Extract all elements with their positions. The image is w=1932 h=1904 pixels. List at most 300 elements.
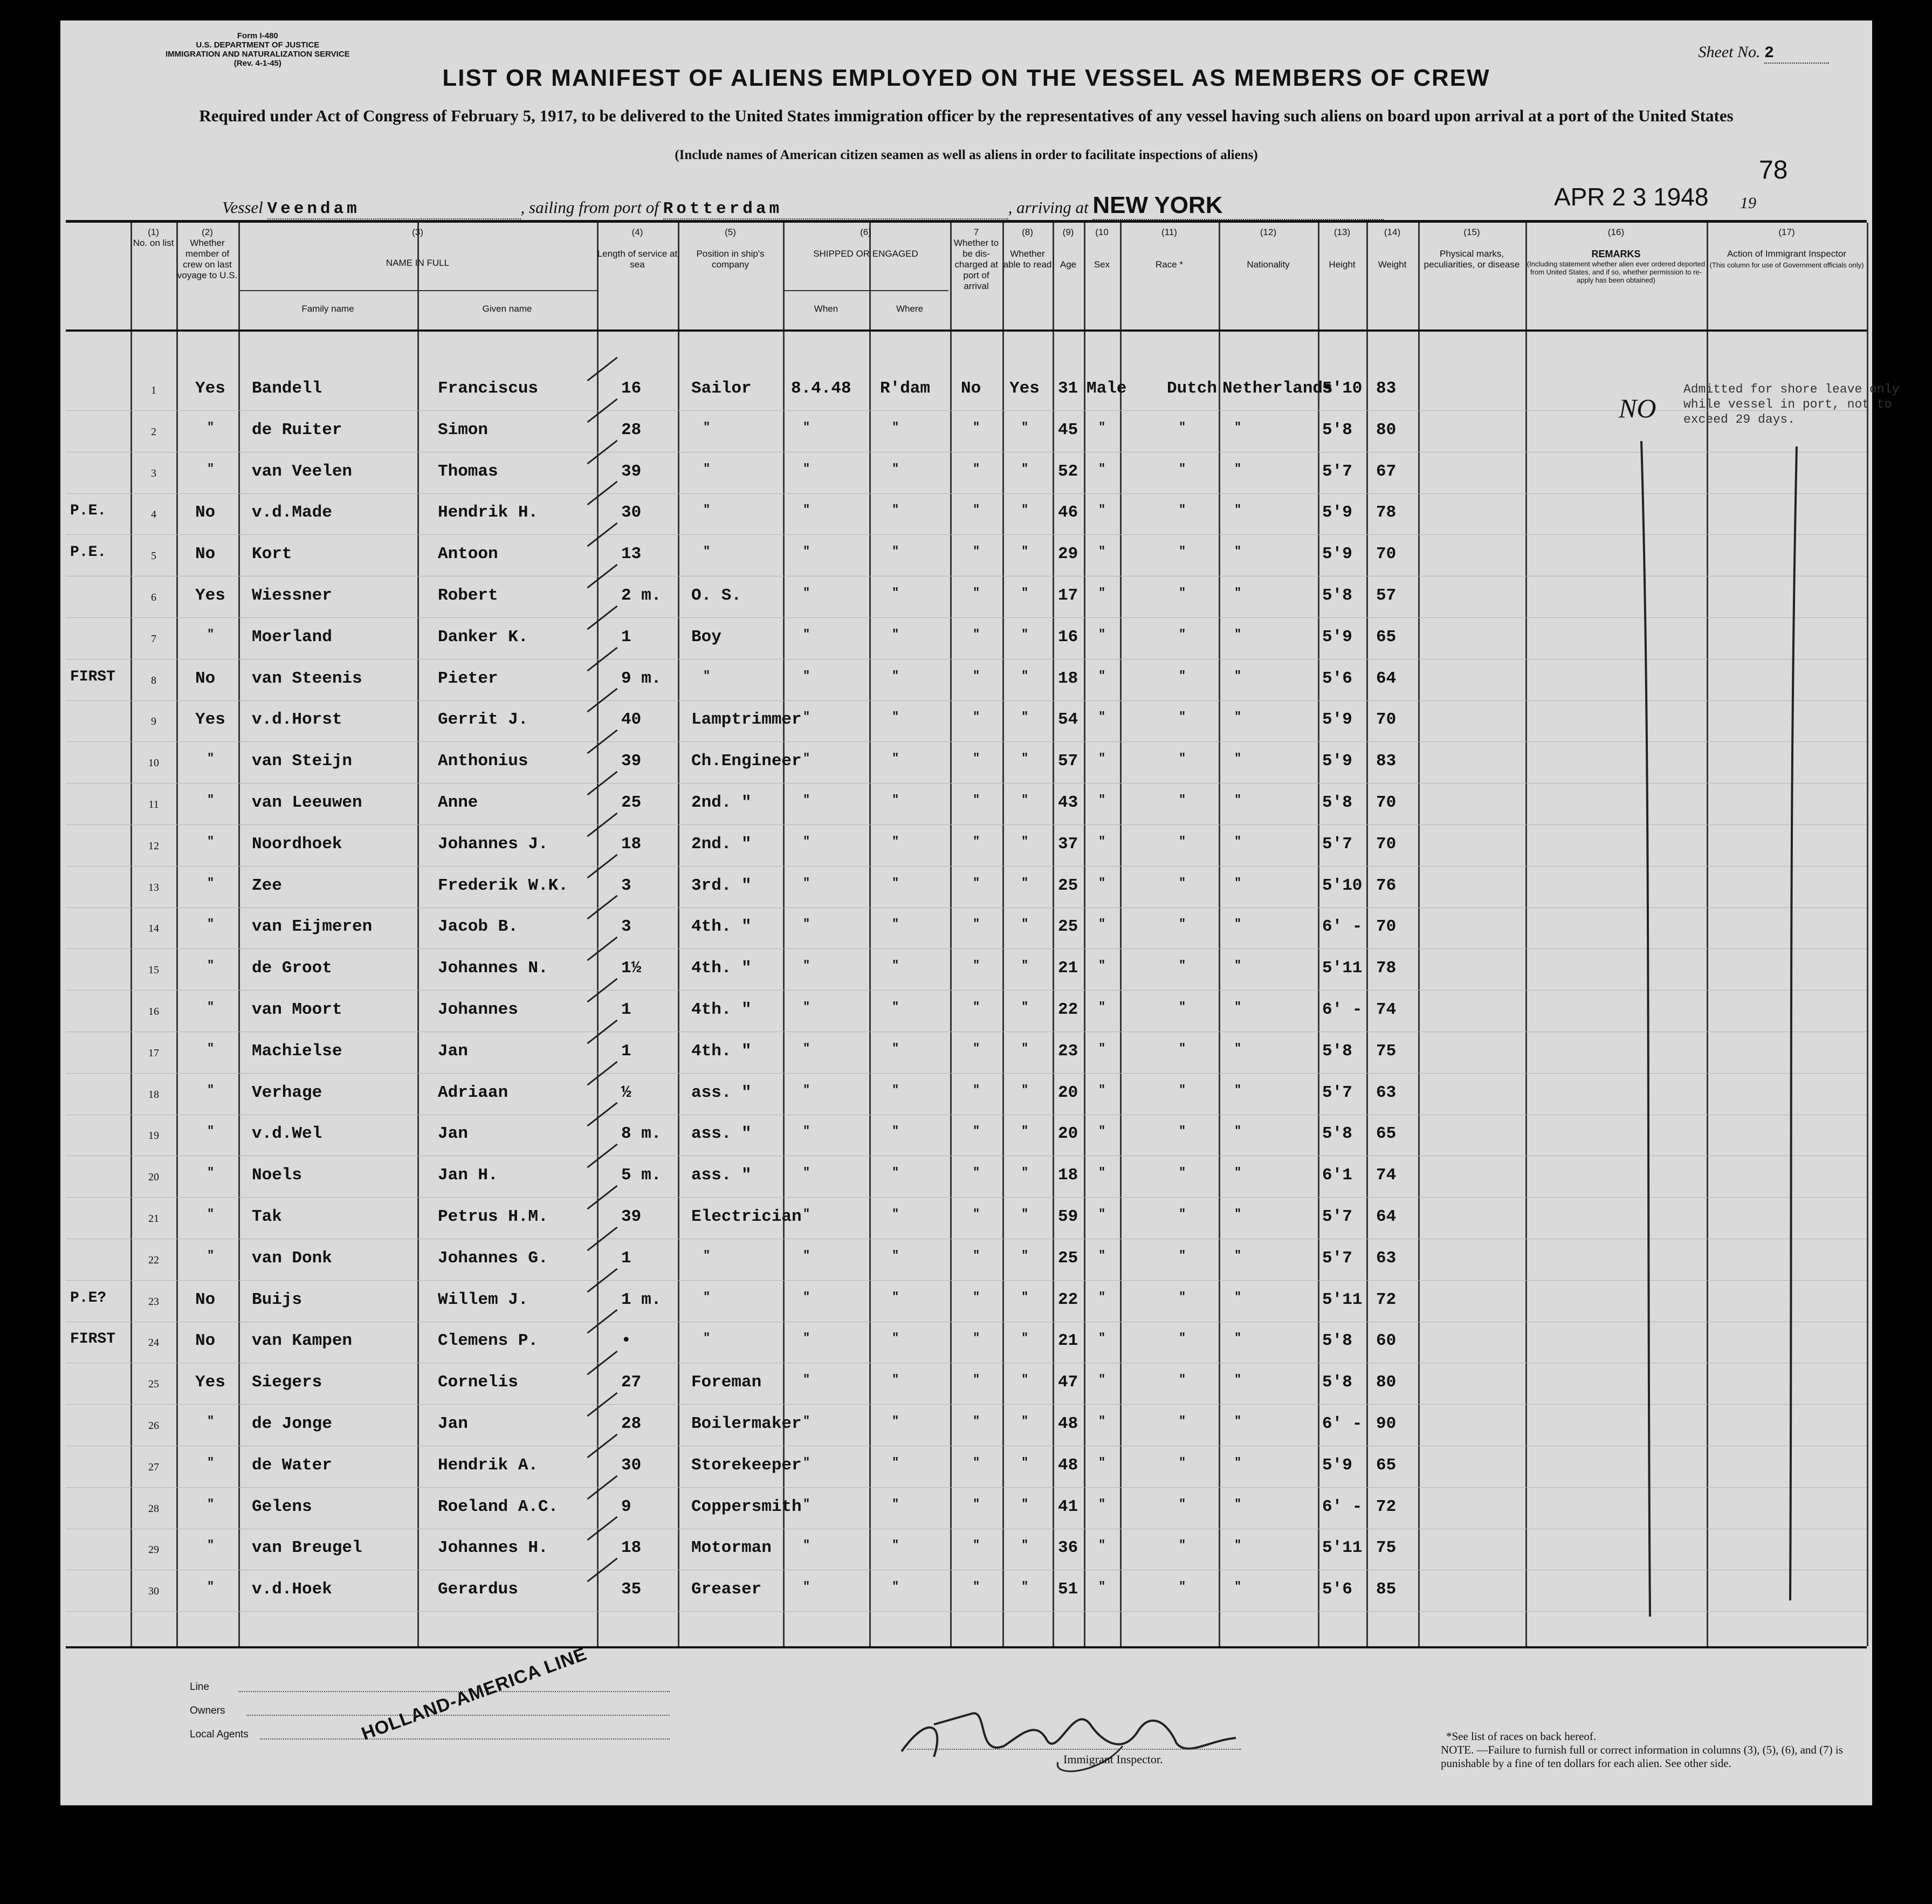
col-height-num: (13) bbox=[1333, 227, 1351, 237]
prev-voyage: " bbox=[207, 959, 215, 973]
service-length: 13 bbox=[621, 545, 642, 564]
prev-voyage: " bbox=[207, 876, 215, 890]
age: 21 bbox=[1058, 1331, 1078, 1351]
service-length: 30 bbox=[621, 1455, 642, 1475]
given-name: Johannes G. bbox=[438, 1248, 548, 1268]
discharge: " bbox=[973, 1000, 980, 1014]
position: 4th. " bbox=[691, 959, 752, 978]
shipped-when: " bbox=[803, 503, 810, 517]
able-to-read: " bbox=[1021, 627, 1029, 641]
shipped-where: " bbox=[892, 420, 899, 434]
family-name: van Veelen bbox=[252, 462, 353, 481]
arriving-label: , arriving at bbox=[1008, 198, 1089, 217]
sex: " bbox=[1098, 1041, 1106, 1055]
weight: 78 bbox=[1376, 503, 1397, 523]
col-given-label: Given name bbox=[482, 304, 532, 314]
age: 18 bbox=[1058, 669, 1078, 688]
given-name: Roeland A.C. bbox=[438, 1497, 559, 1516]
row-number: 4 bbox=[151, 508, 156, 521]
race: " bbox=[1179, 1083, 1186, 1097]
height: 5'7 bbox=[1322, 1083, 1352, 1102]
able-to-read: " bbox=[1021, 876, 1029, 890]
sex: " bbox=[1098, 793, 1106, 807]
position: Motorman bbox=[691, 1538, 772, 1558]
age: 51 bbox=[1058, 1580, 1078, 1599]
col-shipped-num: (6) bbox=[860, 227, 871, 237]
margin-note: P.E? bbox=[70, 1289, 107, 1307]
family-name: v.d.Made bbox=[252, 503, 332, 523]
discharge: " bbox=[973, 669, 980, 683]
row-number: 2 bbox=[151, 425, 156, 438]
prev-voyage: Yes bbox=[195, 1373, 225, 1392]
age: 18 bbox=[1058, 1166, 1078, 1185]
age: 22 bbox=[1058, 1000, 1078, 1019]
sex: " bbox=[1098, 1414, 1106, 1428]
discharge: " bbox=[973, 710, 980, 724]
nationality: " bbox=[1234, 1000, 1242, 1014]
weight: 83 bbox=[1376, 379, 1397, 398]
given-name: Johannes bbox=[438, 1000, 518, 1019]
shipped-when: " bbox=[803, 462, 810, 476]
race: " bbox=[1179, 834, 1186, 848]
age: 25 bbox=[1058, 876, 1078, 895]
family-name: de Jonge bbox=[252, 1414, 332, 1433]
sex: " bbox=[1098, 752, 1106, 766]
service-length: 40 bbox=[621, 710, 642, 730]
given-name: Jan bbox=[438, 1124, 468, 1144]
shipped-when: " bbox=[803, 1000, 810, 1014]
shipped-where: " bbox=[892, 1455, 899, 1469]
family-name: van Eijmeren bbox=[252, 917, 373, 937]
able-to-read: " bbox=[1021, 917, 1029, 931]
family-name: Moerland bbox=[252, 627, 332, 647]
height: 5'9 bbox=[1322, 752, 1352, 771]
family-name: Gelens bbox=[252, 1497, 312, 1516]
weight: 64 bbox=[1376, 1207, 1397, 1226]
race: " bbox=[1179, 1041, 1186, 1055]
col-action-sub: (This column for use of Government officials only) bbox=[1709, 261, 1864, 269]
nationality: " bbox=[1234, 1373, 1242, 1387]
prev-voyage: No bbox=[195, 1290, 216, 1309]
service-length: 16 bbox=[621, 379, 642, 398]
remarks-typed: Admitted for shore leave only while vessel in port, not to exceed 29 days. bbox=[1683, 382, 1900, 427]
prev-voyage: " bbox=[207, 627, 215, 641]
weight: 72 bbox=[1376, 1497, 1397, 1516]
prev-voyage: " bbox=[207, 462, 215, 476]
able-to-read: " bbox=[1021, 834, 1029, 848]
sex: " bbox=[1098, 1207, 1106, 1221]
family-name: Wiessner bbox=[252, 586, 332, 605]
service-length: 39 bbox=[621, 752, 642, 771]
sex: " bbox=[1098, 1166, 1106, 1180]
family-name: Machielse bbox=[252, 1041, 342, 1061]
discharge: " bbox=[973, 1414, 980, 1428]
nationality: " bbox=[1234, 1166, 1242, 1180]
age: 54 bbox=[1058, 710, 1078, 730]
col-sex-label: Sex bbox=[1094, 259, 1110, 270]
given-name: Jacob B. bbox=[438, 917, 518, 937]
shipped-when: " bbox=[803, 1455, 810, 1469]
height: 5'9 bbox=[1322, 627, 1352, 647]
weight: 67 bbox=[1376, 462, 1397, 481]
race: " bbox=[1179, 1580, 1186, 1594]
shipped-when: " bbox=[803, 420, 810, 434]
sex: " bbox=[1098, 710, 1106, 724]
shipped-where: " bbox=[892, 627, 899, 641]
form-number: Form I-480 bbox=[237, 31, 278, 40]
shipped-where: " bbox=[892, 1083, 899, 1097]
discharge: " bbox=[973, 1083, 980, 1097]
prev-voyage: Yes bbox=[195, 710, 225, 730]
nationality: " bbox=[1234, 834, 1242, 848]
given-name: Clemens P. bbox=[438, 1331, 539, 1351]
weight: 64 bbox=[1376, 669, 1397, 688]
prev-voyage: No bbox=[195, 1331, 216, 1351]
department-name: U.S. DEPARTMENT OF JUSTICE bbox=[196, 40, 320, 50]
race: " bbox=[1179, 1373, 1186, 1387]
nationality: " bbox=[1234, 793, 1242, 807]
footer-note bbox=[1441, 1730, 1851, 1770]
height: 5'11 bbox=[1322, 1290, 1363, 1309]
age: 46 bbox=[1058, 503, 1078, 523]
sex: " bbox=[1098, 1124, 1106, 1138]
row-number: 24 bbox=[148, 1337, 159, 1349]
able-to-read: " bbox=[1021, 1041, 1029, 1055]
service-length: 1½ bbox=[621, 959, 642, 978]
weight: 72 bbox=[1376, 1290, 1397, 1309]
nationality: " bbox=[1234, 1083, 1242, 1097]
race: " bbox=[1179, 1538, 1186, 1552]
race: " bbox=[1179, 1207, 1186, 1221]
race: " bbox=[1179, 1414, 1186, 1428]
family-name: van Steenis bbox=[252, 669, 362, 688]
position: ass. " bbox=[691, 1166, 752, 1185]
prev-voyage: " bbox=[207, 1124, 215, 1138]
col-read-num: (8) bbox=[1022, 227, 1033, 237]
race: " bbox=[1179, 586, 1186, 600]
age: 36 bbox=[1058, 1538, 1078, 1558]
shipped-where: " bbox=[892, 1373, 899, 1387]
weight: 75 bbox=[1376, 1538, 1397, 1558]
shipped-where: " bbox=[892, 1166, 899, 1180]
shipped-where: R'dam bbox=[880, 379, 931, 398]
height: 5'7 bbox=[1322, 1248, 1352, 1268]
col-age-label: Age bbox=[1060, 259, 1077, 270]
shipped-where: " bbox=[892, 710, 899, 724]
shipped-where: " bbox=[892, 793, 899, 807]
shipped-when: " bbox=[803, 959, 810, 973]
service-length: • bbox=[621, 1331, 631, 1351]
prev-voyage: " bbox=[207, 752, 215, 766]
age: 17 bbox=[1058, 586, 1078, 605]
weight: 80 bbox=[1376, 420, 1397, 439]
able-to-read: " bbox=[1021, 545, 1029, 559]
prev-voyage: " bbox=[207, 1000, 215, 1014]
family-name: Buijs bbox=[252, 1290, 302, 1309]
row-number: 25 bbox=[148, 1378, 159, 1391]
height: 5'8 bbox=[1322, 1041, 1352, 1061]
arrival-date: APR 2 3 1948 bbox=[1554, 183, 1709, 211]
service-length: 30 bbox=[621, 503, 642, 523]
race: " bbox=[1179, 1497, 1186, 1511]
discharge: " bbox=[973, 545, 980, 559]
row-number: 19 bbox=[148, 1130, 159, 1142]
shipped-when: " bbox=[803, 1248, 810, 1262]
position: " bbox=[703, 462, 711, 476]
age: 20 bbox=[1058, 1083, 1078, 1102]
given-name: Anne bbox=[438, 793, 478, 812]
height: 5'7 bbox=[1322, 834, 1352, 854]
shipped-when: " bbox=[803, 1290, 810, 1304]
height: 6'1 bbox=[1322, 1166, 1352, 1185]
weight: 63 bbox=[1376, 1083, 1397, 1102]
service-length: 2 m. bbox=[621, 586, 662, 605]
service-length: 1 bbox=[621, 627, 631, 647]
prev-voyage: " bbox=[207, 1497, 215, 1511]
prev-voyage: No bbox=[195, 669, 216, 688]
service-length: 39 bbox=[621, 1207, 642, 1226]
sex: " bbox=[1098, 462, 1106, 476]
nationality: " bbox=[1234, 462, 1242, 476]
prev-voyage: Yes bbox=[195, 586, 225, 605]
weight: 70 bbox=[1376, 793, 1397, 812]
family-name: Noels bbox=[252, 1166, 302, 1185]
col-shipped-label: SHIPPED OR ENGAGED bbox=[813, 249, 918, 259]
discharge: " bbox=[973, 1041, 980, 1055]
weight: 70 bbox=[1376, 545, 1397, 564]
prev-voyage: " bbox=[207, 1166, 215, 1180]
position: Sailor bbox=[691, 379, 752, 398]
row-number: 9 bbox=[151, 716, 156, 728]
col-remarks-sub: (Including statement whether alien ever ordered deported from United States, and if so, whether permission to re-apply has been obtained) bbox=[1527, 260, 1706, 284]
race: " bbox=[1179, 710, 1186, 724]
weight: 75 bbox=[1376, 1041, 1397, 1061]
discharge: " bbox=[973, 1331, 980, 1345]
race: " bbox=[1179, 752, 1186, 766]
races-note: *See list of races on back hereof. bbox=[1446, 1730, 1597, 1743]
weight: 83 bbox=[1376, 752, 1397, 771]
service-length: 27 bbox=[621, 1373, 642, 1392]
sex: " bbox=[1098, 669, 1106, 683]
given-name: Cornelis bbox=[438, 1373, 518, 1392]
shipped-where: " bbox=[892, 1248, 899, 1262]
sex: " bbox=[1098, 1000, 1106, 1014]
col-discharge-label: Whether to be dis-charged at port of arrival bbox=[953, 238, 999, 291]
nationality: " bbox=[1234, 1538, 1242, 1552]
race: " bbox=[1179, 503, 1186, 517]
shipped-when: 8.4.48 bbox=[791, 379, 851, 398]
shipped-where: " bbox=[892, 545, 899, 559]
given-name: Johannes H. bbox=[438, 1538, 548, 1558]
race: Dutch bbox=[1167, 379, 1218, 398]
shipped-when: " bbox=[803, 710, 810, 724]
sex: " bbox=[1098, 1580, 1106, 1594]
position: Foreman bbox=[691, 1373, 762, 1392]
shipped-when: " bbox=[803, 1083, 810, 1097]
able-to-read: " bbox=[1021, 1331, 1029, 1345]
discharge: " bbox=[973, 1166, 980, 1180]
given-name: Pieter bbox=[438, 669, 498, 688]
age: 25 bbox=[1058, 1248, 1078, 1268]
race: " bbox=[1179, 1166, 1186, 1180]
age: 22 bbox=[1058, 1290, 1078, 1309]
family-name: van Donk bbox=[252, 1248, 332, 1268]
service-name: IMMIGRATION AND NATURALIZATION SERVICE bbox=[166, 50, 350, 59]
able-to-read: " bbox=[1021, 586, 1029, 600]
col-where-label: Where bbox=[896, 304, 924, 314]
col-discharge-num: 7 bbox=[973, 227, 979, 237]
year-label: 19 bbox=[1740, 194, 1756, 212]
shipped-where: " bbox=[892, 1538, 899, 1552]
vessel-line bbox=[222, 192, 1384, 220]
col-position-num: (5) bbox=[725, 227, 736, 237]
able-to-read: " bbox=[1021, 1414, 1029, 1428]
family-name: van Breugel bbox=[252, 1538, 362, 1558]
nationality: " bbox=[1234, 1248, 1242, 1262]
family-name: Verhage bbox=[252, 1083, 322, 1102]
discharge: " bbox=[973, 420, 980, 434]
position: Storekeeper bbox=[691, 1455, 802, 1475]
position: Lamptrimmer bbox=[691, 710, 802, 730]
able-to-read: " bbox=[1021, 710, 1029, 724]
family-name: Kort bbox=[252, 545, 292, 564]
sheet-number-label: Sheet No. bbox=[1698, 43, 1761, 61]
race: " bbox=[1179, 959, 1186, 973]
col-when-label: When bbox=[814, 304, 838, 314]
race: " bbox=[1179, 876, 1186, 890]
able-to-read: " bbox=[1021, 503, 1029, 517]
prev-voyage: No bbox=[195, 545, 216, 564]
form-identifier bbox=[166, 31, 350, 68]
discharge: " bbox=[973, 462, 980, 476]
height: 5'7 bbox=[1322, 462, 1352, 481]
position: " bbox=[703, 1290, 711, 1304]
shipped-where: " bbox=[892, 1290, 899, 1304]
row-number: 16 bbox=[148, 1006, 159, 1018]
service-length: 1 bbox=[621, 1041, 631, 1061]
position: Electrician bbox=[691, 1207, 802, 1226]
family-name: van Kampen bbox=[252, 1331, 353, 1351]
nationality: " bbox=[1234, 752, 1242, 766]
page-subtitle: Required under Act of Congress of February 5, 1917, to be delivered to the United States immigration officer by the representatives of any vessel having such aliens on board upon arrival at a port of the United States bbox=[199, 106, 1734, 125]
given-name: Petrus H.M. bbox=[438, 1207, 548, 1226]
sheet-number-value: 2 bbox=[1764, 44, 1829, 64]
shipped-when: " bbox=[803, 586, 810, 600]
able-to-read: " bbox=[1021, 1207, 1029, 1221]
row-number: 3 bbox=[151, 467, 156, 479]
height: 5'11 bbox=[1322, 1538, 1363, 1558]
family-name: v.d.Hoek bbox=[252, 1580, 332, 1599]
prev-voyage: Yes bbox=[195, 379, 225, 398]
service-length: 25 bbox=[621, 793, 642, 812]
sex: " bbox=[1098, 627, 1106, 641]
position: 3rd. " bbox=[691, 876, 752, 895]
line-label: Line bbox=[190, 1681, 209, 1693]
height: 5'10 bbox=[1322, 876, 1363, 895]
able-to-read: " bbox=[1021, 959, 1029, 973]
arrival-port: NEW YORK bbox=[1092, 192, 1384, 220]
weight: 65 bbox=[1376, 1455, 1397, 1475]
height: 5'7 bbox=[1322, 1207, 1352, 1226]
col-position-label: Position in ship's company bbox=[696, 249, 765, 270]
shipped-when: " bbox=[803, 627, 810, 641]
sex: " bbox=[1098, 503, 1106, 517]
shipped-where: " bbox=[892, 834, 899, 848]
able-to-read: " bbox=[1021, 1166, 1029, 1180]
nationality: " bbox=[1234, 545, 1242, 559]
discharge: " bbox=[973, 627, 980, 641]
service-length: 28 bbox=[621, 1414, 642, 1433]
row-number: 12 bbox=[148, 840, 159, 852]
discharge: " bbox=[973, 1248, 980, 1262]
margin-note: P.E. bbox=[70, 503, 107, 520]
nationality: " bbox=[1234, 669, 1242, 683]
able-to-read: " bbox=[1021, 793, 1029, 807]
sex: " bbox=[1098, 1290, 1106, 1304]
col-name-num: (3) bbox=[412, 227, 423, 237]
col-weight-num: (14) bbox=[1384, 227, 1401, 237]
shipped-where: " bbox=[892, 1414, 899, 1428]
shipped-where: " bbox=[892, 1124, 899, 1138]
race: " bbox=[1179, 1290, 1186, 1304]
age: 25 bbox=[1058, 917, 1078, 937]
prev-voyage: " bbox=[207, 917, 215, 931]
weight: 74 bbox=[1376, 1000, 1397, 1019]
shipped-where: " bbox=[892, 1041, 899, 1055]
weight: 85 bbox=[1376, 1580, 1397, 1599]
height: 5'6 bbox=[1322, 669, 1352, 688]
sheet-number bbox=[1699, 43, 1829, 64]
position: ass. " bbox=[691, 1124, 752, 1144]
given-name: Robert bbox=[438, 586, 498, 605]
position: Ch.Engineer bbox=[691, 752, 802, 771]
shipped-when: " bbox=[803, 1414, 810, 1428]
nationality: " bbox=[1234, 1331, 1242, 1345]
family-name: van Moort bbox=[252, 1000, 342, 1019]
prev-voyage: " bbox=[207, 1083, 215, 1097]
given-name: Gerrit J. bbox=[438, 710, 528, 730]
page-subnote: (Include names of American citizen seamen as well as aliens in order to facilitate inspections of aliens) bbox=[675, 148, 1258, 162]
position: " bbox=[703, 669, 711, 683]
shipped-when: " bbox=[803, 876, 810, 890]
row-number: 11 bbox=[148, 799, 159, 810]
row-number: 27 bbox=[148, 1461, 159, 1473]
given-name: Johannes J. bbox=[438, 834, 548, 854]
col-remarks-num: (16) bbox=[1607, 227, 1625, 237]
col-family-label: Family name bbox=[301, 304, 354, 314]
col-race-label: Race * bbox=[1155, 259, 1184, 270]
service-length: 9 bbox=[621, 1497, 631, 1516]
owners-label: Owners bbox=[190, 1705, 225, 1716]
weight: 60 bbox=[1376, 1331, 1397, 1351]
service-length: 1 bbox=[621, 1248, 631, 1268]
discharge: " bbox=[973, 793, 980, 807]
service-length: 8 m. bbox=[621, 1124, 662, 1144]
col-sex-num: (10 bbox=[1095, 227, 1109, 237]
age: 41 bbox=[1058, 1497, 1078, 1516]
age: 59 bbox=[1058, 1207, 1078, 1226]
col-name-label: NAME IN FULL bbox=[386, 258, 450, 268]
discharge: " bbox=[973, 876, 980, 890]
height: 6' - bbox=[1322, 1000, 1363, 1019]
prev-voyage: " bbox=[207, 793, 215, 807]
able-to-read: " bbox=[1021, 462, 1029, 476]
position: 4th. " bbox=[691, 1000, 752, 1019]
age: 23 bbox=[1058, 1041, 1078, 1061]
height: 5'8 bbox=[1322, 793, 1352, 812]
row-number: 13 bbox=[148, 881, 159, 893]
able-to-read: " bbox=[1021, 1455, 1029, 1469]
